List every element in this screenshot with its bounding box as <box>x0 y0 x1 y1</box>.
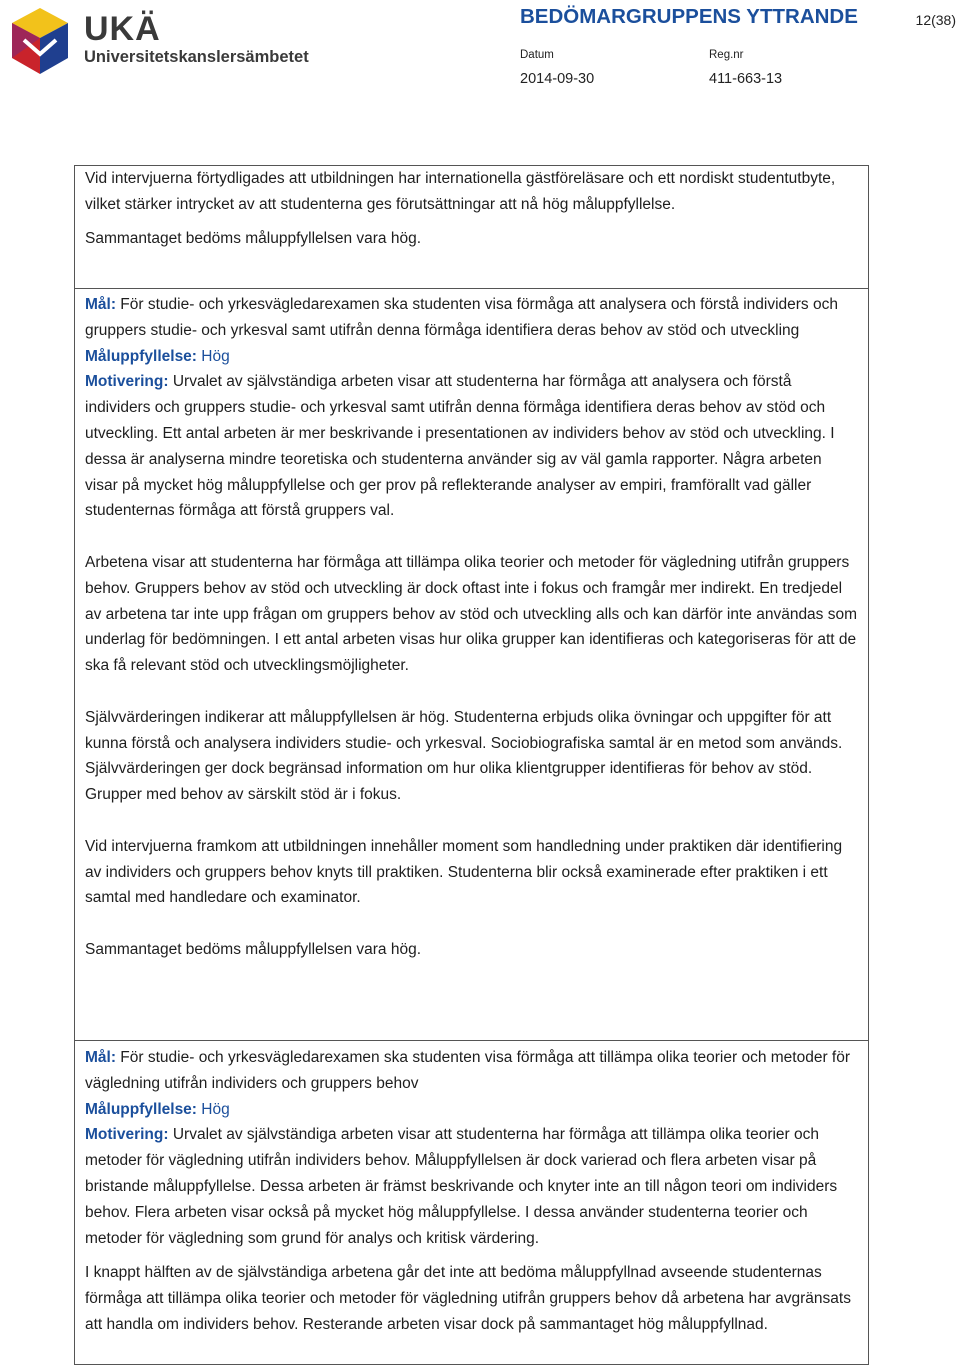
goal-text: För studie- och yrkesvägledarexamen ska studenten visa förmåga att analysera och förstå individers och gruppers studie- och yrkesval samt utifrån denna förmåga identifiera deras behov av stöd och utveckling <box>85 296 838 339</box>
goal-text: För studie- och yrkesvägledarexamen ska studenten visa förmåga att tillämpa olika teorier och metoder för vägledning utifrån individers och gruppers behov <box>85 1049 851 1092</box>
logo-subtitle: Universitetskanslersämbetet <box>84 48 309 66</box>
fulfilment-label: Måluppfyllelse: <box>85 1100 197 1118</box>
fulfilment-paragraph <box>85 1097 858 1123</box>
box1-paragraph: Vid intervjuerna förtydligades att utbildningen har internationella gästföreläsare och ett nordiskt studentutbyte, vilket stärker intrycket av att studenterna ges förutsättningar att nå hög måluppfyllelse. <box>85 170 836 213</box>
page-number: 12(38) <box>915 12 956 28</box>
fulfilment-value: Hög <box>196 1100 230 1118</box>
cube-logo-icon <box>8 6 72 76</box>
selfevaluation-paragraph: Självvärderingen indikerar att måluppfyllelsen är hög. Studenterna erbjuds olika övningar och uppgifter för att kunna förstå och analysera individers studie- och yrkesval. Sociobiografiska samtal är en metod som används. Självvärderingen ger dock begränsad information om hur olika klientgrupper identifieras för behov av stöd. Grupper med behov av särskilt stöd är i fokus. <box>85 708 843 804</box>
motivation-paragraph <box>85 1122 858 1251</box>
logo-name: UKÄ <box>84 10 161 48</box>
motivation-label: Motivering: <box>85 373 169 391</box>
assessment-box-goal-methods <box>74 1040 869 1365</box>
motivation-text: Urvalet av självständiga arbeten visar att studenterna har förmåga att analysera och förstå individers och gruppers studie- och yrkesval samt utifrån denna förmåga identifiera deras behov av stöd och utveckling. Ett antal arbeten är mer beskrivande i presentationen av individers behov av stöd och utveckling. I dessa är analyserna mindre teoretiska och studenterna använder sig av väl gamla rapporter. Några arbeten visar på mycket hög måluppfyllelse och ger prov på reflekterande analyser av empiri, framförallt vad gäller studenternas förmåga att förstå gruppers val. <box>85 373 835 520</box>
arbetena-paragraph: Arbetena visar att studenterna har förmåga att tillämpa olika teorier och metoder för vägledning utifrån gruppers behov. Gruppers behov av stöd och utveckling är dock oftast inte i fokus och framgår mer indirekt. En tredjedel av arbetena tar inte upp frågan om gruppers behov av stöd och utveckling alls och kan därför inte användas som underlag för bedömningen. I ett antal arbeten visas hur olika grupper kan identifieras och kategoriseras för att de ska få relevant stöd och utvecklingsmöjligheter. <box>85 553 858 675</box>
date-label: Datum <box>520 49 554 61</box>
knappt-paragraph: I knappt hälften av de självständiga arbetena går det inte att bedöma måluppfyllnad avseende studenternas förmåga att tillämpa olika teorier och metoder för vägledning utifrån gruppers behov då arbetena har avgränsats att handla om individers behov. Resterande arbeten visar dock på sammantaget hög måluppfyllnad. <box>85 1264 851 1333</box>
motivation-text: Urvalet av självständiga arbeten visar att studenterna har förmåga att tillämpa olika teorier och metoder för vägledning utifrån individers behov. Måluppfyllelsen är dock varierad och flera arbeten visar på bristande måluppfyllelse. Dessa arbeten är främst beskrivande och knyter inte an till någon teori om individers behov. Flera arbeten visar också på mycket hög måluppfyllelse. I dessa använder studenterna teorier och metoder för vägledning som grund för analys och kritisk värdering. <box>85 1126 838 1247</box>
date-value: 2014-09-30 <box>520 71 595 87</box>
goal-label: Mål: <box>85 296 116 313</box>
interviews-paragraph: Vid intervjuerna framkom att utbildningen innehåller moment som handledning under praktiken där identifiering av individers och gruppers behov knyts till praktiken. Studenterna blir också examinerade efter praktiken i ett samtal med handledare och examinator. <box>85 837 843 907</box>
motivation-label: Motivering: <box>85 1126 169 1144</box>
regnr-label: Reg.nr <box>709 49 744 61</box>
ukä-logo <box>8 6 308 76</box>
box1-summary: Sammantaget bedöms måluppfyllelsen vara hög. <box>85 229 422 247</box>
goal-paragraph <box>85 292 858 344</box>
document-title: BEDÖMARGRUPPENS YTTRANDE <box>520 5 858 28</box>
fulfilment-label: Måluppfyllelse: <box>85 347 197 365</box>
assessment-box-goal-analysis <box>74 288 869 1041</box>
fulfilment-value: Hög <box>196 347 230 365</box>
summary-paragraph: Sammantaget bedöms måluppfyllelsen vara hög. <box>85 940 422 958</box>
regnr-value: 411-663-13 <box>709 71 783 87</box>
assessment-box-continued <box>74 165 869 289</box>
goal-paragraph <box>85 1045 858 1097</box>
fulfilment-paragraph <box>85 344 858 370</box>
goal-label: Mål: <box>85 1049 116 1066</box>
motivation-paragraph <box>85 369 858 524</box>
